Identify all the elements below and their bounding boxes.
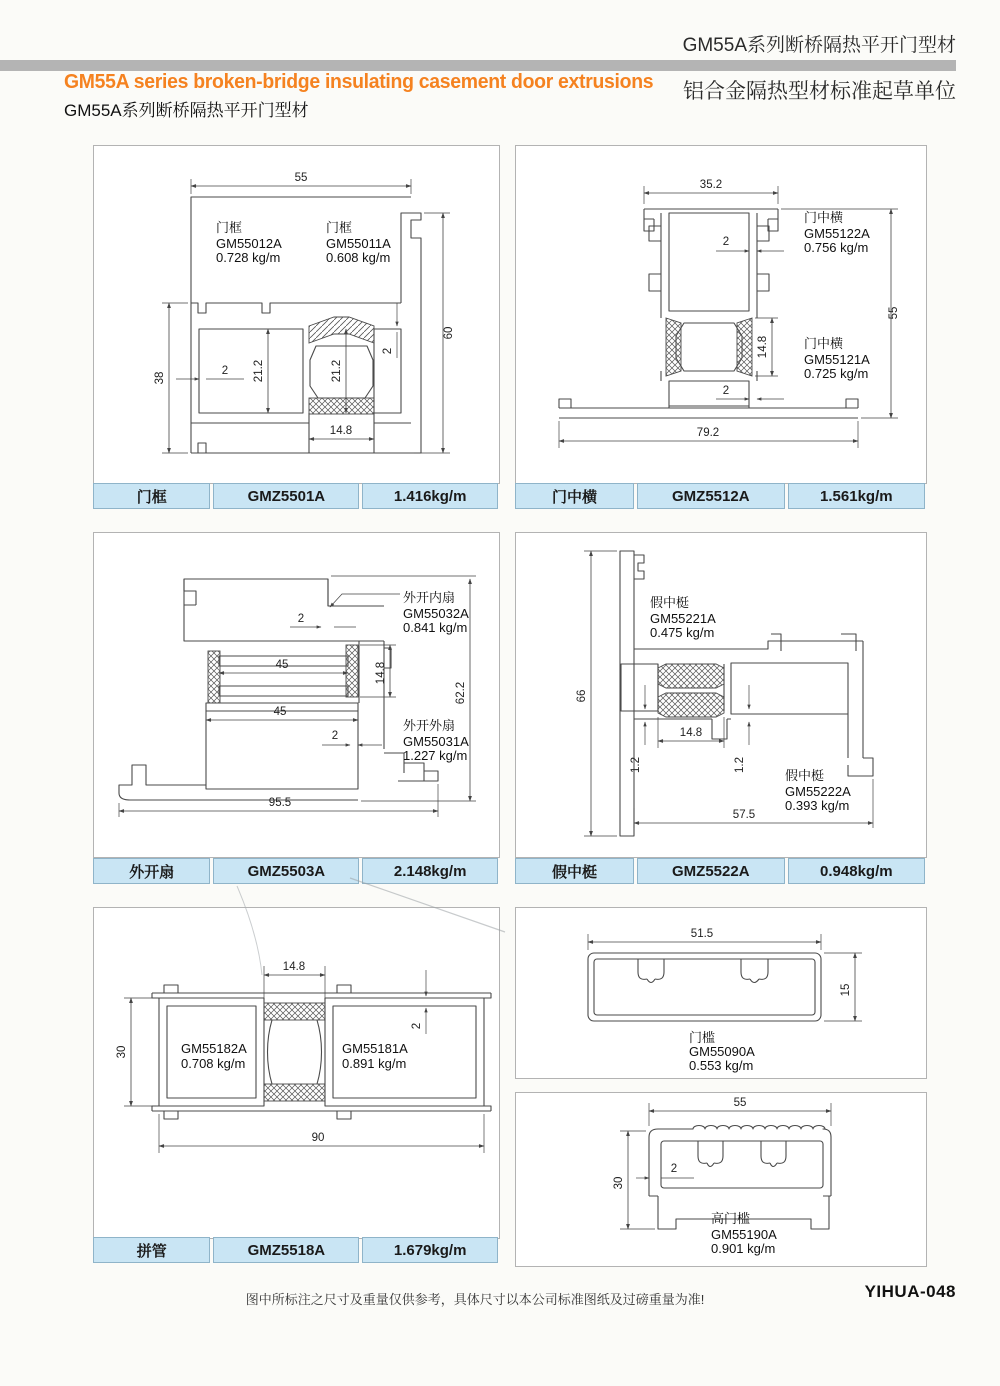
dim-label: 45 xyxy=(273,706,287,718)
panel-outward-sash xyxy=(93,532,500,858)
profile-outline xyxy=(588,953,821,1021)
dim-label: 60 xyxy=(443,326,455,340)
dim-label: 66 xyxy=(576,689,588,703)
part-label: GM55012A xyxy=(216,236,282,251)
dim-label: 2 xyxy=(331,730,339,742)
thermal-break-hatch xyxy=(208,645,358,703)
dim-label: 14.8 xyxy=(282,961,306,973)
dimensions xyxy=(116,961,484,1153)
part-label: 0.728 kg/m xyxy=(216,250,281,265)
part-label: 外开内扇 xyxy=(403,590,456,605)
drawing-door-frame-section xyxy=(94,146,499,483)
summary-part-weight: 1.679kg/m xyxy=(362,1237,498,1263)
dim-label: 30 xyxy=(613,1176,625,1190)
dim-label: 2 xyxy=(382,347,394,355)
summary-bar xyxy=(93,858,498,884)
dim-label: 55 xyxy=(733,1097,747,1109)
header-divider-bar xyxy=(0,60,956,71)
dim-label: 14.8 xyxy=(757,335,769,359)
part-label: GM55122A xyxy=(804,226,870,241)
part-label: GM55011A xyxy=(326,236,391,251)
summary-part-name: 假中梃 xyxy=(515,858,634,884)
panel-door-frame xyxy=(93,145,500,484)
page-code: YIHUA-048 xyxy=(864,1282,956,1301)
part-label: GM55032A xyxy=(403,606,469,621)
part-label: GM55222A xyxy=(785,784,851,799)
summary-part-code: GMZ5522A xyxy=(637,858,785,884)
summary-part-weight: 0.948kg/m xyxy=(788,858,925,884)
drawing-high-threshold-section xyxy=(516,1093,926,1266)
part-labels xyxy=(689,1030,755,1073)
header-subtitle-right: 铝合金隔热型材标准起草单位 xyxy=(683,80,956,103)
part-label: 门中横 xyxy=(804,336,844,351)
part-label: GM55090A xyxy=(689,1044,755,1059)
dim-label: 2 xyxy=(670,1163,678,1175)
dim-label: 79.2 xyxy=(696,427,720,439)
dim-label: 21.2 xyxy=(331,359,343,383)
part-label: GM55181A xyxy=(342,1041,408,1056)
dim-label: 1.2 xyxy=(630,757,642,773)
part-label: 高门槛 xyxy=(711,1211,751,1226)
part-label: 0.841 kg/m xyxy=(403,620,468,635)
drawing-door-mid-rail-section xyxy=(516,146,926,483)
part-label: 0.756 kg/m xyxy=(804,240,869,255)
part-label: 0.608 kg/m xyxy=(326,250,391,265)
doc-series-title: GM55A系列断桥隔热平开门型材 xyxy=(682,35,956,56)
panel-threshold xyxy=(515,907,927,1079)
summary-part-name: 门中横 xyxy=(515,483,634,509)
summary-part-name: 外开扇 xyxy=(93,858,210,884)
dim-label: 55 xyxy=(888,306,900,320)
thermal-break-hatch xyxy=(666,318,752,376)
part-label: 门框 xyxy=(216,220,243,235)
drawing-outward-sash-section xyxy=(94,533,499,857)
drawing-threshold-section xyxy=(516,908,926,1078)
part-label: GM55031A xyxy=(403,734,469,749)
dim-label: 14.8 xyxy=(375,661,387,685)
drawing-coupling-tube-section xyxy=(94,908,499,1238)
summary-part-weight: 1.416kg/m xyxy=(362,483,498,509)
dim-label: 55 xyxy=(294,172,308,184)
dim-label: 15 xyxy=(840,983,852,997)
dimensions xyxy=(613,1097,831,1229)
part-labels xyxy=(181,1041,408,1071)
summary-bar xyxy=(93,483,498,509)
summary-part-name: 拼管 xyxy=(93,1237,210,1263)
part-label: 门槛 xyxy=(689,1030,716,1045)
part-label: 0.393 kg/m xyxy=(785,798,850,813)
part-label: 0.901 kg/m xyxy=(711,1241,776,1256)
thermal-break-hatch xyxy=(264,1003,325,1101)
panel-high-threshold xyxy=(515,1092,927,1267)
summary-part-code: GMZ5512A xyxy=(637,483,785,509)
summary-part-weight: 1.561kg/m xyxy=(788,483,925,509)
part-labels xyxy=(403,590,469,763)
summary-part-name: 门框 xyxy=(93,483,210,509)
thermal-break-hatch xyxy=(658,664,724,717)
dim-label: 57.5 xyxy=(732,809,756,821)
dim-label: 35.2 xyxy=(699,179,723,191)
part-label: 0.891 kg/m xyxy=(342,1056,407,1071)
dim-label: 14.8 xyxy=(329,425,353,437)
part-label: 门框 xyxy=(326,220,353,235)
part-label: 0.553 kg/m xyxy=(689,1058,754,1073)
footer-disclaimer: 图中所标注之尺寸及重量仅供参考，具体尺寸以本公司标准图纸及过磅重量为准! xyxy=(245,1292,705,1307)
part-label: GM55182A xyxy=(181,1041,247,1056)
part-labels xyxy=(216,220,391,265)
part-label: GM55190A xyxy=(711,1227,777,1242)
dim-label: 95.5 xyxy=(268,797,292,809)
summary-part-weight: 2.148kg/m xyxy=(362,858,498,884)
summary-part-code: GMZ5503A xyxy=(213,858,359,884)
part-label: 外开外扇 xyxy=(403,718,456,733)
part-labels xyxy=(804,210,870,381)
dim-label: 51.5 xyxy=(690,928,714,940)
dim-label: 62.2 xyxy=(455,681,467,705)
summary-bar xyxy=(93,1237,498,1263)
dim-label: 30 xyxy=(116,1045,128,1059)
part-label: GM55221A xyxy=(650,611,716,626)
page-title-en: GM55A series broken-bridge insulating casement door extrusions xyxy=(64,71,654,93)
dim-label: 1.2 xyxy=(734,757,746,773)
part-label: 0.708 kg/m xyxy=(181,1056,246,1071)
dim-label: 21.2 xyxy=(253,359,265,383)
part-label: 1.227 kg/m xyxy=(403,748,468,763)
dim-label: 2 xyxy=(297,613,305,625)
summary-part-code: GMZ5501A xyxy=(213,483,359,509)
part-label: 门中横 xyxy=(804,210,844,225)
part-labels xyxy=(711,1211,777,1256)
dim-label: 2 xyxy=(221,365,229,377)
panel-coupling-tube xyxy=(93,907,500,1239)
dim-label: 2 xyxy=(411,1022,423,1030)
dim-label: 2 xyxy=(722,385,730,397)
dim-label: 45 xyxy=(275,659,289,671)
part-label: 假中梃 xyxy=(785,768,825,783)
summary-part-code: GMZ5518A xyxy=(213,1237,359,1263)
part-label: 0.725 kg/m xyxy=(804,366,869,381)
drawing-false-mullion-section xyxy=(516,533,926,857)
part-label: GM55121A xyxy=(804,352,870,367)
dim-label: 2 xyxy=(722,236,730,248)
page-title-zh: GM55A系列断桥隔热平开门型材 xyxy=(64,101,309,120)
part-label: 假中梃 xyxy=(650,595,690,610)
dim-label: 38 xyxy=(154,371,166,385)
dim-label: 90 xyxy=(311,1132,325,1144)
panel-false-mullion xyxy=(515,532,927,858)
part-label: 0.475 kg/m xyxy=(650,625,715,640)
summary-bar xyxy=(515,483,925,509)
summary-bar xyxy=(515,858,925,884)
dim-label: 14.8 xyxy=(679,727,703,739)
panel-door-mid-rail xyxy=(515,145,927,484)
